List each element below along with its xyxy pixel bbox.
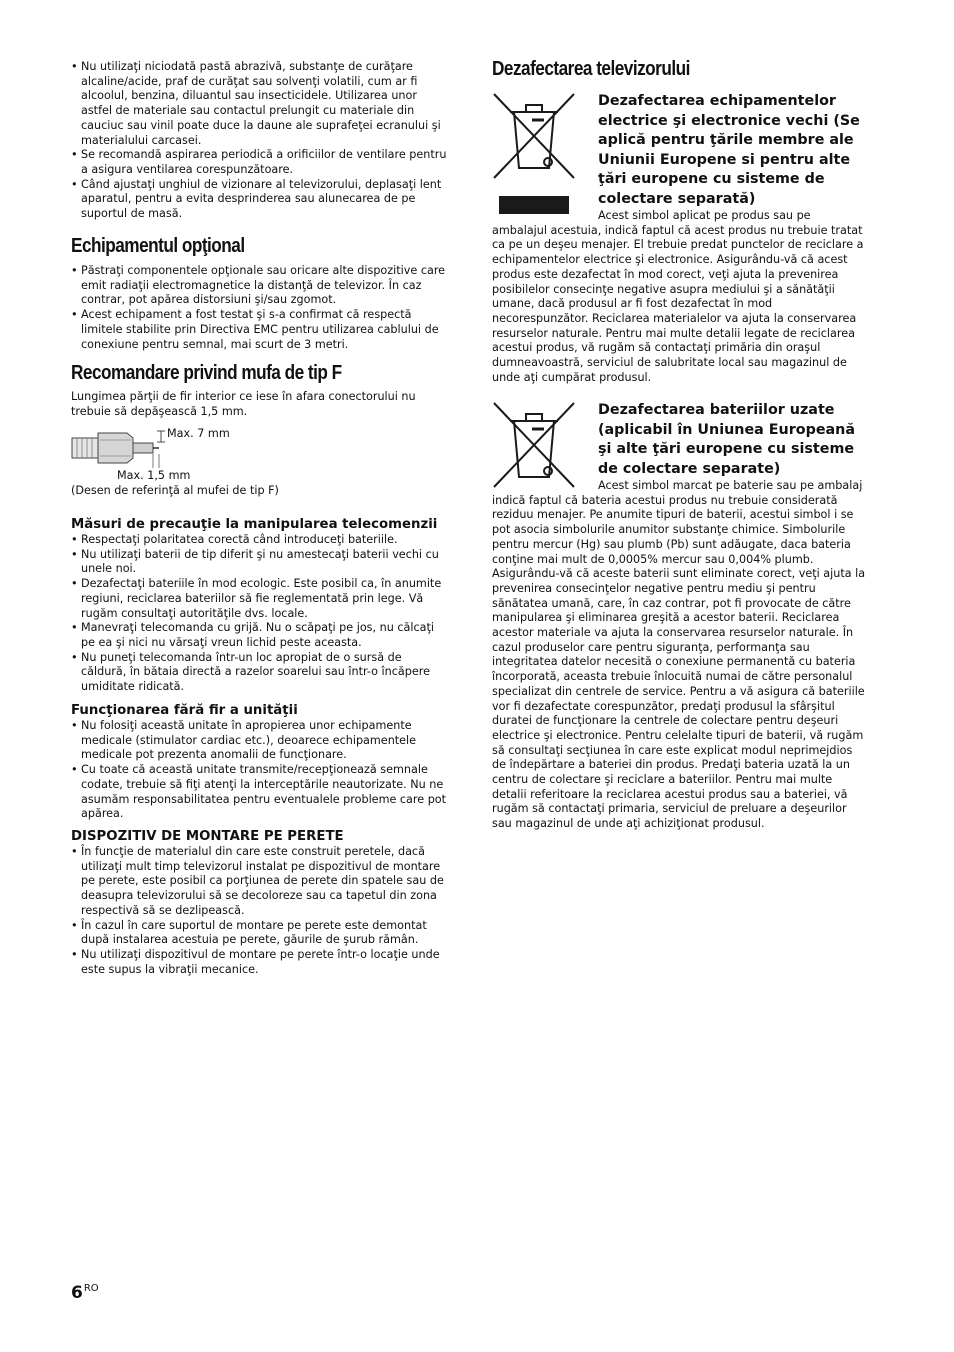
page-language: RO [83, 1283, 99, 1294]
list-item: • Când ajustaţi unghiul de vizionare al televizorului, deplasaţi lent aparatul, pentru a evita desprinderea sau alunecarea de pe suportul de masă. [71, 178, 447, 222]
list-item: • Manevraţi telecomanda cu grijă. Nu o scăpaţi pe jos, nu călcaţi pe ea şi nici nu vărsaţi vreun lichid peste aceasta. [71, 621, 447, 650]
page-number [71, 1283, 99, 1303]
battery-heading: Dezafectarea bateriilor uzate (aplicabil în Uniunea Europeană şi alte ţări europene cu sisteme de colectare separate) [598, 402, 855, 477]
crossed-bin-icon [492, 401, 576, 489]
intro-section [71, 60, 447, 222]
section-title-wallmount: DISPOZITIV DE MONTARE PE PERETE [71, 829, 344, 844]
weee-section [492, 92, 868, 385]
section-title-optional: Echipamentul opţional [71, 235, 245, 257]
optional-bullet-list [71, 264, 447, 352]
list-item: • Acest echipament a fost testat şi s-a confirmat că respectă limitele stabilite prin Directiva EMC pentru utilizarea cablului de conexiune pentru semnal, mai scurt de 3 metri. [71, 308, 447, 352]
list-item: • Nu utilizaţi baterii de tip diferit şi nu amestecaţi baterii vechi cu unele noi. [71, 548, 447, 577]
section-title-wireless: Funcţionarea fără fir a unităţii [71, 703, 298, 718]
list-item: • Păstraţi componentele opţionale sau oricare alte dispozitive care emit radiaţii electromagnetice la distanţă de televizor. În caz contrar, pot apărea distorsiuni şi/sau zgomot. [71, 264, 447, 308]
disposal-title-block [492, 57, 868, 81]
page-number-value: 6 [71, 1283, 83, 1303]
list-item: • Nu folosiţi această unitate în apropierea unor echipamente medicale (stimulator cardiac etc.), deoarece echipamentele medicale pot prezenta anomalii de funcţionare. [71, 719, 447, 763]
list-item: • În cazul în care suportul de montare pe perete este demontat după instalarea acestuia pe perete, găurile de şurub rămân. [71, 919, 447, 948]
remote-section [71, 516, 447, 695]
fplug-section [71, 361, 447, 504]
list-item: • Se recomandă aspirarea periodică a orificiilor de ventilare pentru a asigura ventilarea corespunzătoare. [71, 148, 447, 177]
list-item: • Respectaţi polaritatea corectă când introduceţi bateriile. [71, 533, 447, 548]
remote-bullet-list [71, 533, 447, 695]
wallmount-bullet-list [71, 845, 447, 977]
fplug-max15-label: Max. 1,5 mm [117, 469, 191, 483]
list-item: • Cu toate că această unitate transmite/recepţionează semnale codate, trebuie să fiţi atenţi la interceptările neautorizate. Nu ne asumăm responsabilitatea pentru eventualele probleme care pot apărea. [71, 763, 447, 822]
section-title-remote: Măsuri de precauţie la manipularea telecomenzii [71, 517, 438, 532]
fplug-text: Lungimea părţii de fir interior ce iese în afara conectorului nu trebuie să depăşească 1,5 mm. [71, 390, 416, 418]
crossed-bin-icon [492, 92, 576, 216]
wallmount-section [71, 828, 447, 977]
list-item: • Nu utilizaţi niciodată pastă abrazivă, substanţe de curăţare alcaline/acide, praf de curăţat sau solvenţi volatili, cum ar fi alcoolul, benzina, diluantul sau insecticidele. Utilizarea unor astfel de materiale sau contactul prelungit cu materiale din cauciuc sau vinil poate duce la daune ale suprafeţei ecranului şi materialului carcasei. [71, 60, 447, 148]
battery-text: Acest simbol marcat pe baterie sau pe ambalaj indică faptul că bateria acestui produs nu trebuie considerată reziduu menajer. Pe anumite tipuri de baterii, acestui simbol i se pot asocia simbolurile anumitor substanţe chimice. Simbolurile pentru mercur (Hg) sau plumb (Pb) sunt adăugate, daca bateria conţine mai mult de 0,0005% mercur sau 0,004% plumb. Asigurându-vă că aceste baterii sunt eliminate corect, veţi ajuta la prevenirea consecinţelor negative pentru mediu şi pentru sănătatea umană, care, în caz contrar, pot fi provocate de către manipularea şi eliminarea greşită a acestor baterii. Reciclarea acestor materiale va ajuta la conservarea resurselor naturale. În cazul produselor care pentru siguranţa, performanţa sau integritatea datelor necesită o conexiune permanentă cu bateria încorporată, aceasta trebuie înlocuită numai de către personalul specializat din centrele de service. Pentru a vă asigura că bateriile vor fi dezafectate corespunzător, predaţi produsul la sfârşitul duratei de funcţionare la centrele de colectare pentru deşeuri electrice şi electronice. Pentru celelalte tipuri de baterii, vă rugăm să consultaţi secţiunea în care este explicat modul neprimejdios de îndepărtare a bateriei din produs. Predaţi bateria uzată la un centru de colectare şi reciclare a bateriilor. Pentru mai multe detalii referitoare la reciclarea acestui produs sau a bateriei, vă rugăm să contactaţi primaria, serviciul de preluare a deşeurilor sau magazinul de unde aţi achiziţionat produsul. [492, 479, 866, 831]
list-item: • Dezafectaţi bateriile în mod ecologic. Este posibil ca, în anumite regiuni, reciclarea bateriilor să fie reglementată prin lege. Vă rugăm consultaţi autorităţile dvs. locale. [71, 577, 447, 621]
list-item: • Nu utilizaţi dispozitivul de montare pe perete într-o locaţie unde este supus la vibraţii mecanice. [71, 948, 447, 977]
weee-text: Acest simbol aplicat pe produs sau pe ambalajul acestuia, indică faptul că acest produs nu trebuie tratat ca pe un deşeu menajer. El trebuie predat punctelor de reciclare a echipamentelor electrice şi electronice. Asigurându-vă că acest produs este dezafectat în mod corect, veţi ajuta la prevenirea posibilelor consecinţe negative asupra mediului şi a sănătăţii umane, dacă produsul ar fi fost dezafectat în mod necorespunzător. Reciclarea materialelor va ajuta la conservarea resurselor naturale. Pentru mai multe detalii legate de reciclarea acestui produs, vă rugăm să contactaţi primăria din oraşul dumneavoastră, serviciul de salubritate local sau magazinul de unde aţi cumpărat produsul. [492, 209, 864, 384]
section-title-disposal: Dezafectarea televizorului [492, 58, 690, 80]
optional-equipment-section [71, 234, 447, 352]
fplug-diagram [71, 422, 447, 504]
weee-heading: Dezafectarea echipamentelor electrice şi electronice vechi (Se aplică pentru ţările membre ale Uniunii Europene si pentru alte ţări europene cu sisteme de colectare separată) [598, 93, 860, 207]
wireless-bullet-list [71, 719, 447, 822]
intro-bullet-list [71, 60, 447, 222]
list-item: • Nu puneţi telecomanda într-un loc apropiat de o sursă de căldură, în bătaia directă a razelor soarelui sau într-o încăpere umiditate ridicată. [71, 651, 447, 695]
fplug-max7-label: Max. 7 mm [167, 427, 230, 441]
fplug-caption: (Desen de referinţă al mufei de tip F) [71, 484, 279, 498]
section-title-fplug: Recomandare privind mufa de tip F [71, 362, 342, 384]
battery-section [492, 401, 868, 832]
list-item: • În funcţie de materialul din care este construit peretele, dacă utilizaţi mult timp televizorul instalat pe dispozitivul de montare pe perete, este posibil ca porţiunea de perete din spatele sau de deasupra televizorului să se decoloreze sau ca tapetul din zona respectivă să se dezlipească. [71, 845, 447, 919]
wireless-section [71, 702, 447, 822]
